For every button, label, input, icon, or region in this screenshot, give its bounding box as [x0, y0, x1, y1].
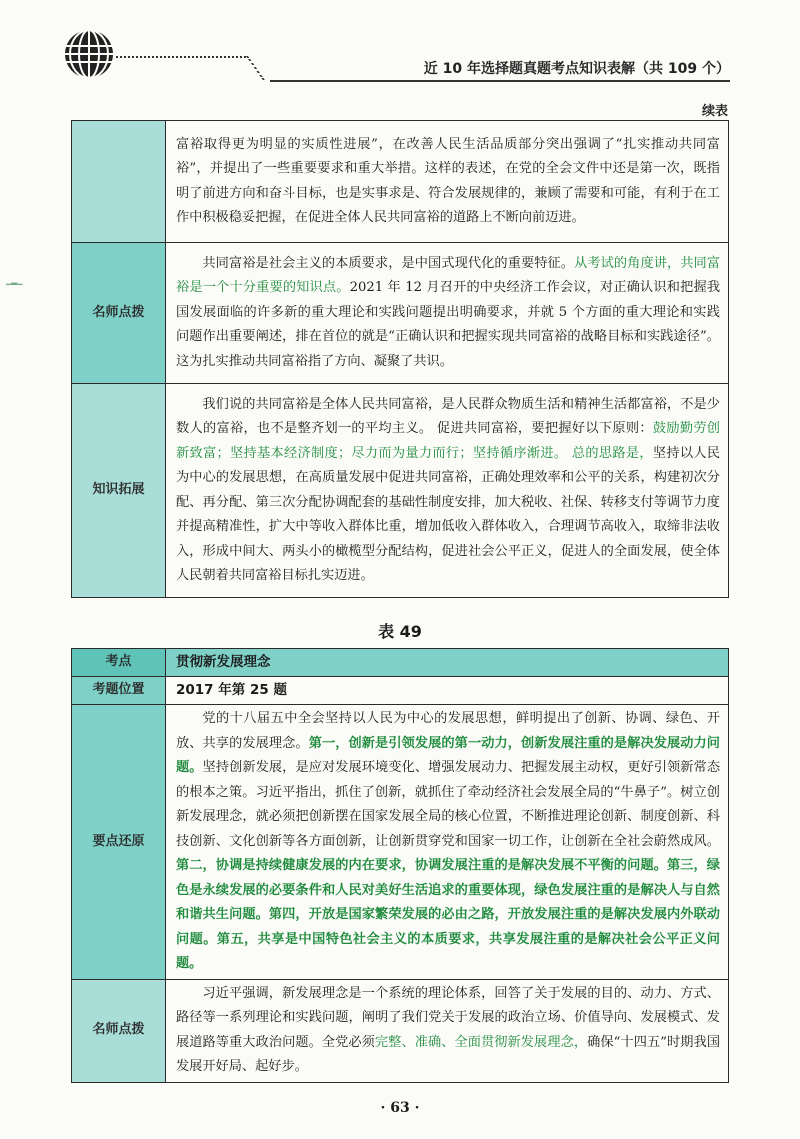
table-row	[72, 649, 729, 677]
row-label: 名师点拨	[72, 979, 166, 1082]
row-content	[166, 121, 729, 243]
header-rule	[270, 80, 730, 82]
row-label: 考题位置	[72, 677, 166, 705]
highlight-text: 鼓励勤劳创新致富；坚持基本经济制度；尽力而为量力而行；坚持循序渐进。	[176, 421, 720, 461]
header-dotted-line	[116, 56, 246, 58]
highlight-text: 第二，协调是持续健康发展的内在要求，协调发展注重的是解决发展不平衡的问题。第三，绿色是永续发展的必要条件和人民对美好生活追求的重要体现，绿色发展注重的是解决人与自然和谐共生问题。第四，开放是国家繁荣发展的必由之路，开放发展注重的是解决发展内外联动问题。第五，共享是中国特色社会主义的本质要求，共享发展注重的是解决社会公平正义问题。	[176, 858, 720, 971]
highlight-text: 第一，创新是引领发展的第一动力，创新发展注重的是解决发展动力问题。	[176, 735, 720, 775]
scan-speck: ▁▂▁	[6, 276, 22, 285]
table-48-continued	[71, 120, 729, 598]
body-text: 确保“十四五”时期我国发展开好局、起好步。	[176, 1034, 721, 1074]
body-text: 习近平强调，新发展理念是一个系统的理论体系，回答了关于发展的目的、动力、方式、路径等一系列理论和实践问题，阐明了我们党关于发展的政治立场、价值导向、发展模式、发展道路等重大政治问题。全党必须	[176, 985, 720, 1050]
highlight-text: 从考试的角度讲，共同富裕是一个十分重要的知识点。	[176, 255, 721, 296]
highlight-text: 总的思路是，	[571, 445, 653, 461]
body-text: 坚持以人民为中心的发展思想，在高质量发展中促进共同富裕，正确处理效率和公平的关系，构建初次分配、再分配、第三次分配协调配套的基础性制度安排，加大税收、社保、转移支付等调节力度并提高精准性，扩大中等收入群体比重，增加低收入群体收入，合理调节高收入，取缔非法收入，形成中间大、两头小的橄榄型分配结构，促进社会公平正义，促进人的全面发展，使全体人民朝着共同富裕目标扎实迈进。	[176, 445, 721, 583]
body-text: 坚持创新发展，是应对发展环境变化、增强发展动力、把握发展主动权，更好引领新常态的根本之策。习近平指出，抓住了创新，就抓住了牵动经济社会发展全局的“牛鼻子”。树立创新发展理念，就必须把创新摆在国家发展全局的核心位置，不断推进理论创新、制度创新、科技创新、文化创新等各方面创新，让创新贯穿党和国家一切工作，让创新在全社会蔚然成风。	[176, 760, 721, 849]
globe-icon	[63, 28, 115, 80]
row-content	[166, 384, 729, 598]
highlight-text: 完整、准确、全面贯彻新发展理念，	[374, 1034, 588, 1050]
row-content	[166, 979, 729, 1082]
row-label: 知识拓展	[72, 384, 166, 598]
row-label: 要点还原	[72, 705, 166, 980]
row-label-empty	[72, 121, 166, 243]
row-label: 名师点拨	[72, 243, 166, 384]
row-label: 考点	[72, 649, 166, 677]
continued-label: 续表	[701, 104, 728, 119]
body-text: 2021 年 12 月召开的中央经济工作会议，对正确认识和把握我国发展面临的许多新的重大理论和实践问题提出明确要求，并就 5 个方面的重大理论和实践问题作出重要阐述，排在首位的就是“正确认识和把握实现共同富裕的战略目标和实践途径”。这为扎实推动共同富裕指了方向、凝聚了共识。	[176, 280, 721, 369]
body-text: 党的十八届五中全会坚持以人民为中心的发展思想，鲜明提出了创新、协调、绿色、开放、共享的发展理念。	[176, 711, 720, 751]
row-content	[166, 705, 729, 980]
table-49	[71, 648, 729, 1083]
table-title: 表 49	[378, 622, 422, 641]
question-position: 2017 年第 25 题	[166, 677, 729, 705]
page-header-title: 近 10 年选择题真题考点知识表解（共 109 个）	[423, 61, 730, 77]
table-row	[72, 121, 729, 243]
page-number: · 63 ·	[380, 1100, 420, 1116]
header-dotted-slant	[246, 56, 265, 80]
table-row	[72, 384, 729, 598]
topic-value: 贯彻新发展理念	[166, 649, 729, 677]
body-text: 我们说的共同富裕是全体人民共同富裕，是人民群众物质生活和精神生活都富裕，不是少数人的富裕，也不是整齐划一的平均主义。 促进共同富裕，要把握好以下原则：	[176, 396, 720, 436]
table-row	[72, 243, 729, 384]
table-row	[72, 979, 729, 1082]
table-row	[72, 677, 729, 705]
table-row	[72, 705, 729, 980]
row-content	[166, 243, 729, 384]
body-text: 富裕取得更为明显的实质性进展”，在改善人民生活品质部分突出强调了“扎实推动共同富裕”，并提出了一些重要要求和重大举措。这样的表述，在党的全会文件中还是第一次，既指明了前进方向和奋斗目标，也是实事求是、符合发展规律的，兼顾了需要和可能，有利于在工作中积极稳妥把握，在促进全体人民共同富裕的道路上不断向前迈进。	[176, 136, 720, 225]
body-text: 共同富裕是社会主义的本质要求，是中国式现代化的重要特征。	[202, 255, 575, 271]
